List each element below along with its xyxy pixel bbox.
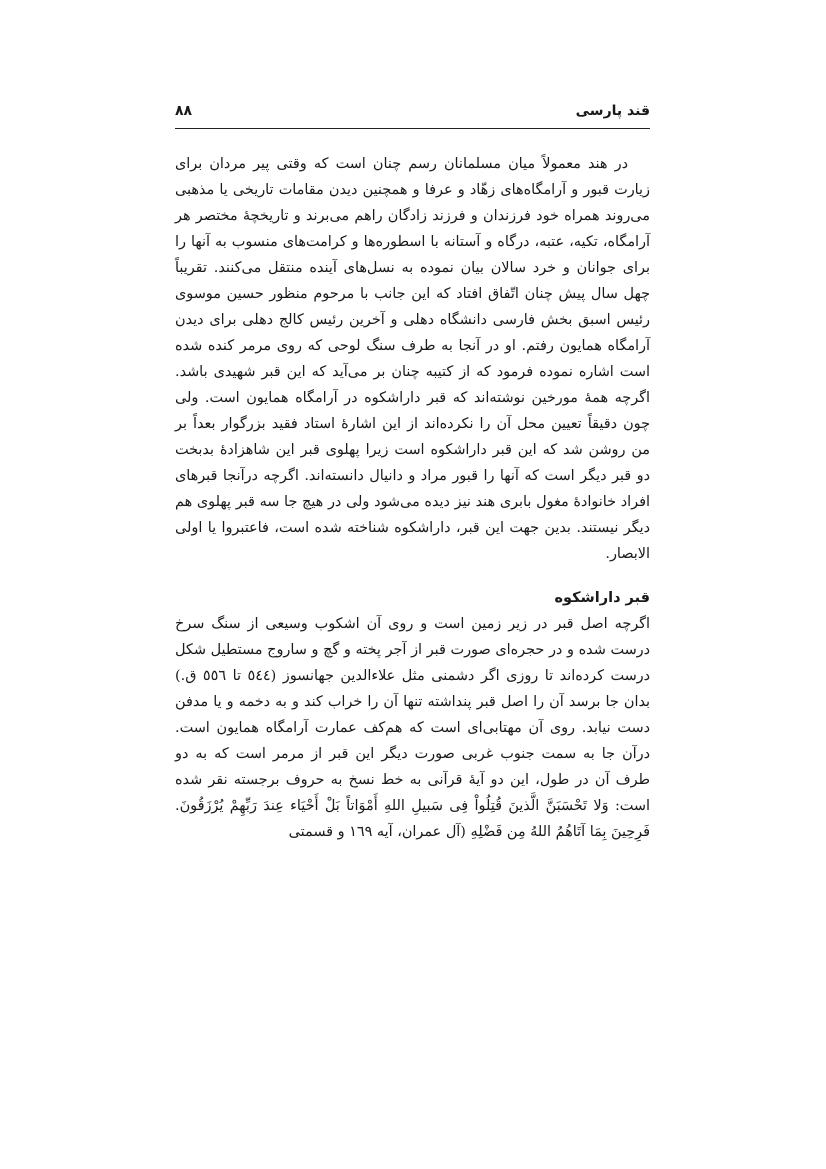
header-rule (175, 128, 650, 129)
running-title: قند پارسی (575, 103, 650, 119)
tomb-paragraph (175, 611, 650, 845)
page-header (175, 100, 650, 124)
section-heading: قبر داراشکوه (554, 590, 650, 606)
page-number: ۸۸ (175, 103, 193, 119)
tomb-paragraph-text: اگرچه اصل قبر در زیر زمین است و روی آن اشکوب وسیعی از سنگ سرخ درست شده و در حجره‌ای صورت قبر از آجر پخته و گچ و ساروج مستطیل شکل درست کرده‌اند تا روزی اگر دشمنی مثل علاءالدین جهانسوز (٥٤٤ تا ٥٥٦ ق.) بدان جا برسد آن را اصل قبر پنداشته تنها آن را خراب کند و به دخمه و یا مدفن دست نیابد. روی آن مهتابی‌ای است که هم‌کف عمارت آرامگاه همایون است. درآن جا به سمت جنوب غربی صورت دیگر این قبر از مرمر است که به دو طرف آن در طول، این دو آیهٔ قرآنی به خط نسخ به حروف برجسته نقر شده است: وَلا تَحْسَبَنَّ الَّذینَ قُتِلُواْ فِی سَبیلِ اللهِ أَمْوَاتاً بَلْ أَحْیَاء عِندَ رَبِّهِمْ یُرْزَقُونَ. فَرِحِینَ بِمَا آتَاهُمُ اللهُ مِن فَضْلِهِ (آل عمران، آیه ١٦٩ و قسمتی (175, 616, 650, 840)
intro-paragraph-text: در هند معمولاً میان مسلمانان رسم چنان است که وقتی پیر مردان برای زیارت قبور و آرامگاه‌های زهّاد و عرفا و همچنین دیدن مقامات تاریخی یا مذهبی می‌روند همراه خود فرزندان و فرزند زادگان راهم می‌برند و تاریخچهٔ مختصر هر آرامگاه، تکیه، عتبه، درگاه و آستانه با اسطوره‌ها و کرامت‌های منسوب به آنها را برای جوانان و خرد سالان بیان نموده به نسل‌های آینده منتقل می‌کنند. تقریباً چهل سال پیش چنان اتّفاق افتاد که این جانب با مرحوم منظور حسین موسوی رئیس اسبق بخش فارسی دانشگاه دهلی و آخرین رئیس کالج دهلی برای دیدن آرامگاه همایون رفتم. او در آنجا به طرف سنگ لوحی که روی مرمر کنده شده است اشاره نموده فرمود که از کتیبه چنان بر می‌آید که این قبر شهیدی باشد. اگرچه همهٔ مورخین نوشته‌اند که قبر داراشکوه در آرامگاه همایون است. ولی چون دقیقاً تعیین محل آن را نکرده‌اند از این اشارهٔ استاد فقید بزرگوار بعداً بر من روشن شد که این قبر داراشکوه است زیرا پهلوی قبر این شاهزادهٔ بدبخت دو قبر دیگر است که آنها را قبور مراد و دانیال دانسته‌اند. اگرچه درآنجا قبرهای افراد خانوادهٔ مغول بابری هند نیز دیده می‌شود ولی در هیچ جا سه قبر پهلوی هم دیگر نیستند. بدین جهت این قبر، داراشکوه شناخته شده است، فاعتبروا یا اولی الابصار. (175, 156, 650, 562)
intro-paragraph (175, 151, 650, 567)
